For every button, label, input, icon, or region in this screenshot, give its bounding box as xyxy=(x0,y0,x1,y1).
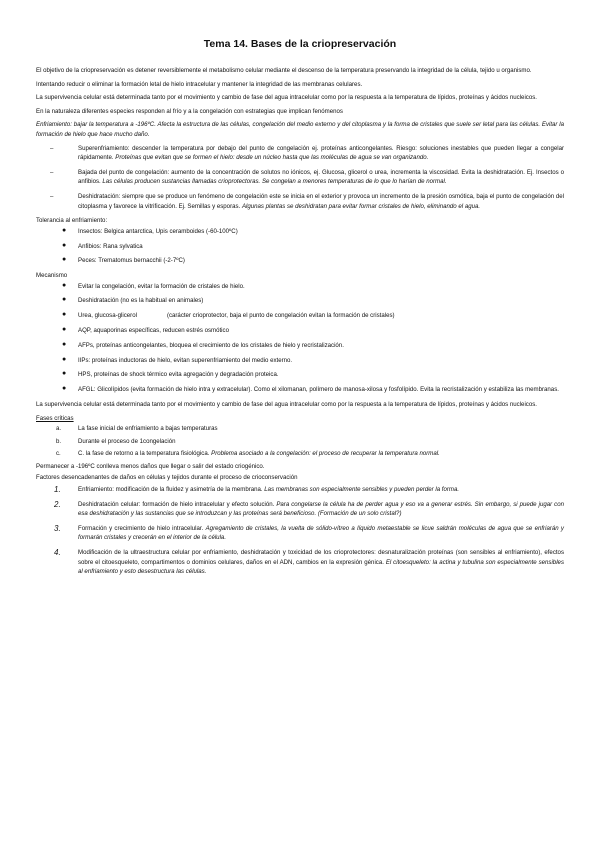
list-item xyxy=(36,311,564,321)
dash-marker: – xyxy=(50,144,54,152)
supervivencia-paragraph: La supervivencia celular está determinada tanto por el movimiento y cambio de fase del agua intracelular como por la respuesta a la temperatura de lípidos, proteínas y ácidos nucleicos. xyxy=(36,400,537,408)
bullet-icon: ● xyxy=(62,226,67,234)
item-text: Urea, glucosa-glicerol xyxy=(78,312,137,320)
item-text: Anfibios: Rana sylvatica xyxy=(78,242,143,250)
item-marker: b. xyxy=(56,437,62,445)
item-text: Formación y crecimiento de hielo intracelular. xyxy=(78,524,204,532)
item-text: Peces: Trematomus bernacchii (-2-7ºC) xyxy=(78,257,185,265)
item-marker: 3. xyxy=(54,523,61,533)
list-item xyxy=(36,296,564,306)
strategies-list xyxy=(36,144,564,212)
intro-paragraph: El objetivo de la criopreservación es detener reversiblemente el metabolismo celular mediante el descenso de la temperatura preservando la integridad de la célula, tejido u organismo. xyxy=(36,67,532,74)
tolerancia-heading: Tolerancia al enfriamiento: xyxy=(36,217,108,225)
item-marker: c. xyxy=(56,450,61,458)
item-text: Deshidratación: siempre que se produce un fenómeno de congelación este se inicia en el exterior y provoca un incremento de la presión osmótica, baja el punto de congelación del citoplasma y favorece la vitrificación. Ej. Semillas y esporas. xyxy=(78,192,564,210)
item-marker: 1. xyxy=(54,485,61,495)
item-italic: Las membranas son especialmente sensibles y pueden perder la forma. xyxy=(264,486,460,494)
item-italic: Las células producen sustancias llamadas crioprotectoras. Se congelan a menores temperaturas de lo que lo harían de normal. xyxy=(102,178,447,186)
list-item xyxy=(36,548,564,577)
item-italic: El citoesqueleto: la actina y tubulina son especialmente sensibles al enfriamiento y esto desestructura las células. xyxy=(78,558,564,576)
document-body xyxy=(36,66,564,582)
bullet-icon: ● xyxy=(62,340,67,348)
factores-heading: Factores desencadenantes de daños en células y tejidos durante el proceso de crioconservación xyxy=(36,474,298,482)
list-item xyxy=(36,356,564,366)
item-marker: 4. xyxy=(54,548,61,558)
list-item xyxy=(36,168,564,187)
item-text: Deshidratación (no es la habitual en animales) xyxy=(78,297,204,305)
mecanismo-list xyxy=(36,282,564,395)
bullet-icon: ● xyxy=(62,281,67,289)
bullet-icon: ● xyxy=(62,326,67,333)
enfriamiento-paragraph: Enfriamiento: bajar la temperatura a -196ºC. Afecta la estructura de las células, congelación del medio externo y del citoplasma y la forma de cristales que suele ser letal para las células. Evitar la formación de hielo que hace mucho daño. xyxy=(36,121,564,138)
bullet-icon: ● xyxy=(62,355,67,363)
bullet-icon: ● xyxy=(62,296,67,304)
item-italic: Agregamiento de cristales, la vuelta de sólido-vítreo a líquido metaestable se licue saldrán moléculas de agua que se enfriarán y formarán cristales y crecerán en el interior de la célula. xyxy=(78,524,564,542)
bullet-icon: ● xyxy=(62,256,67,264)
item-text: Modificación de la ultraestructura celular por enfriamiento, deshidratación y toxicidad de los crioprotectores: desnaturalización proteínas (son sensibles al enfriamiento), efectos sobre el citoesqueleto, compartimentos o dominios celulares, daños en el ADN, cambios en la expresión génica. xyxy=(78,549,564,566)
list-item xyxy=(36,192,564,211)
item-italic: Algunas plantas se deshidratan para evitar formar cristales de hielo, eliminando el agua. xyxy=(241,202,481,210)
list-item xyxy=(36,256,564,266)
document-title: Tema 14. Bases de la criopreservación xyxy=(203,38,397,50)
list-item xyxy=(36,485,564,495)
bullet-icon: ● xyxy=(62,311,67,319)
bullet-icon: ● xyxy=(62,370,67,378)
item-text: AFPs, proteínas anticongelantes, bloquea el crecimiento de los cristales de hielo y recristalización. xyxy=(78,341,344,349)
list-item xyxy=(36,500,564,519)
item-italic: Problema asociado a la congelación: el proceso de recuperar la temperatura normal. xyxy=(211,450,440,458)
dash-marker: – xyxy=(50,168,54,176)
intro-paragraph: La supervivencia celular está determinada tanto por el movimiento y cambio de fase del agua intracelular como por la respuesta a la temperatura de lípidos, proteínas y ácidos nucleicos. xyxy=(36,94,537,102)
list-item xyxy=(36,424,564,434)
item-text: Bajada del punto de congelación: aumento de la concentración de solutos no iónicos, ej. Glucosa, glicerol o urea, incrementa la viscosidad. Evita la deshidratación. Ej. Insectos o anfibios. xyxy=(78,168,564,186)
intro-paragraph: Intentando reducir o eliminar la formación letal de hielo intracelular y mantener la integridad de las membranas celulares. xyxy=(36,80,363,88)
fases-heading: Fases críticas xyxy=(36,414,74,422)
item-text: Deshidratación celular: formación de hielo intracelular y efecto solución. xyxy=(78,500,275,508)
item-text: Durante el proceso de 1congelación xyxy=(78,437,176,445)
item-text: IIPs: proteínas inductoras de hielo, evitan superenfriamiento del medio externo. xyxy=(78,356,293,364)
list-item xyxy=(36,144,564,163)
list-item xyxy=(36,227,564,237)
item-marker: 2. xyxy=(54,499,61,509)
list-item xyxy=(36,341,564,351)
item-text: Superenfriamiento: descender la temperatura por debajo del punto de congelación ej. proteínas anticongelantes. Riesgo: soluciones inestables que pueden llegar a congelar rápidamente. xyxy=(78,144,564,162)
factores-list xyxy=(36,485,564,577)
item-italic: Para congelarse la célula ha de perder agua y eso va a generar estrés. Sin embargo, si puede jugar con esa deshidratación y las sustancias que se introduzcan y las proteínas será beneficioso. (Formación de un solo cristal?) xyxy=(78,500,564,518)
bullet-icon: ● xyxy=(62,241,67,249)
item-text: AQP, aquaporinas específicas, reducen estrés osmótico xyxy=(78,327,229,334)
item-text: Insectos: Belgica antarctica, Upis ceramboides (-60-100ºC) xyxy=(78,227,238,235)
fases-list xyxy=(36,424,564,459)
bullet-icon: ● xyxy=(62,385,67,393)
item-text: La fase inicial de enfriamiento a bajas temperaturas xyxy=(78,425,218,433)
item-text: Enfriamiento: modificación de la fluidez y asimetría de la membrana. xyxy=(78,486,263,494)
mecanismo-heading: Mecanismo xyxy=(36,272,68,280)
item-italic: Proteínas que evitan que se formen el hielo: desde un núcleo hasta que las moléculas de agua se van organizando. xyxy=(115,154,429,162)
item-text: HPS, proteínas de shock térmico evita agregación y degradación proteica. xyxy=(78,371,279,379)
item-text: C. la fase de retorno a la temperatura fisiológica. xyxy=(78,450,210,458)
list-item xyxy=(36,437,564,447)
item-text: Evitar la congelación, evitar la formación de cristales de hielo. xyxy=(78,282,245,290)
item-text: AFGL: Glicolípidos (evita formación de hielo intra y extracelular). Como el xilomanan, polímero de manosa-xilosa y fosfolípido. Evita la recristalización y estabiliza las membranas. xyxy=(78,386,559,394)
dash-marker: – xyxy=(50,192,54,200)
permanecer-paragraph: Permanecer a -196ºC conlleva menos daños que llegar o salir del estado criogénico. xyxy=(36,462,265,470)
list-item xyxy=(36,242,564,252)
item-note: (carácter crioprotector, baja el punto de congelación evitan la formación de cristales) xyxy=(166,312,395,320)
list-item xyxy=(36,326,564,336)
list-item xyxy=(36,282,564,292)
list-item xyxy=(36,449,564,459)
list-item xyxy=(36,370,564,380)
list-item xyxy=(36,524,564,543)
item-marker: a. xyxy=(56,425,62,433)
list-item xyxy=(36,385,564,395)
tolerancia-list xyxy=(36,227,564,266)
intro-paragraph: En la naturaleza diferentes especies responden al frío y a la congelación con estrategias que implican fenómenos xyxy=(36,107,343,115)
